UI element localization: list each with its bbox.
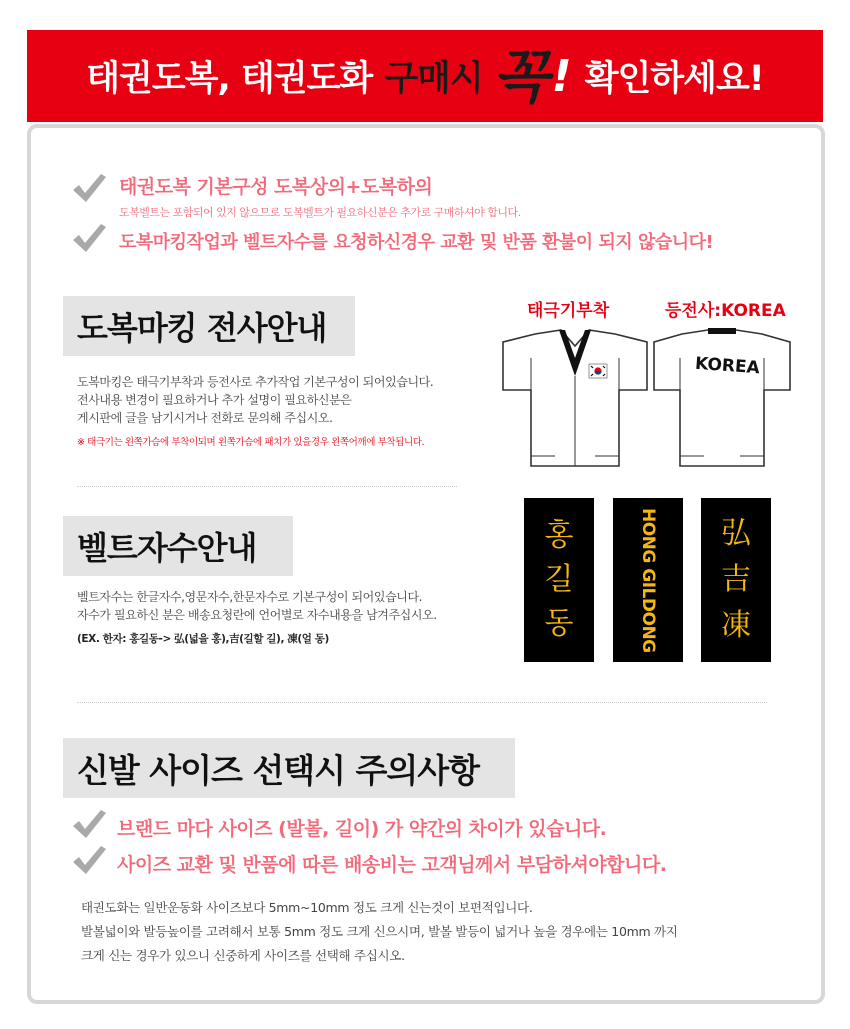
shoes-line: 태권도화는 일반운동화 사이즈보다 5mm~10mm 정도 크게 신는것이 보편적입니다. xyxy=(81,900,533,915)
checklist-item-1-note: 도복벨트는 포함되어 있지 않으므로 도복벨트가 필요하신분은 추가로 구매하셔야 합니다. xyxy=(119,206,521,219)
banner-exclamation: ! xyxy=(551,50,571,102)
uniform-front-illustration xyxy=(501,328,649,470)
divider xyxy=(77,702,767,703)
checkmark-icon xyxy=(71,172,107,204)
shoes-heading: 신발 사이즈 선택시 주의사항 xyxy=(63,738,515,798)
marking-line: 전사내용 변경이 필요하거나 추가 설명이 필요하신분은 xyxy=(77,393,352,407)
banner-title xyxy=(27,30,823,122)
checkmark-icon xyxy=(71,222,107,254)
belt-text: HONG GILDONG xyxy=(638,507,658,653)
marking-description xyxy=(77,373,433,427)
belt-example: (EX. 한자: 홍길동-> 弘(넓을 홍),吉(길할 길), 凍(얼 동) xyxy=(77,633,329,645)
marking-line: 게시판에 글을 남기시거나 전화로 문의해 주십시오. xyxy=(77,411,333,425)
belt-line: 벨트자수는 한글자수,영문자수,한문자수로 기본구성이 되어있습니다. xyxy=(77,590,423,604)
belt-char: 홍 xyxy=(544,518,574,553)
shoes-line: 발볼넓이와 발등높이를 고려해서 보통 5mm 정도 크게 신으시며, 발볼 발등이 넓거나 높을 경우에는 10mm 까지 xyxy=(81,924,678,939)
shoes-description xyxy=(81,896,678,968)
belt-char: 吉 xyxy=(721,562,751,597)
back-label: 등전사:KOREA xyxy=(665,301,786,321)
checkmark-icon xyxy=(71,844,107,876)
uniform-back-illustration xyxy=(652,328,792,470)
back-print-text: KOREA xyxy=(694,353,761,379)
front-label: 태극기부착 xyxy=(527,301,610,321)
notice-card xyxy=(27,124,825,1004)
belt-heading: 벨트자수안내 xyxy=(63,516,293,576)
korean-flag-icon xyxy=(589,364,607,378)
checklist-item-2: 도복마킹작업과 벨트자수를 요청하신경우 교환 및 반품 환불이 되지 않습니다! xyxy=(119,232,714,253)
checklist-item-1: 태권도복 기본구성 도복상의+도복하의 xyxy=(119,176,433,198)
marking-line: 도복마킹은 태극기부착과 등전사로 추가작업 기본구성이 되어있습니다. xyxy=(77,375,434,389)
belt-char: 길 xyxy=(544,562,574,597)
belt-char: 弘 xyxy=(721,516,751,551)
belt-char: 凍 xyxy=(721,608,751,643)
banner-part1: 태권도복, 태권도화 xyxy=(86,59,373,99)
belt-char: 동 xyxy=(544,606,574,641)
belt-sample-english xyxy=(613,498,683,662)
belt-line: 자수가 필요하신 분은 배송요청란에 언어별로 자수내용을 남겨주십시오. xyxy=(77,608,437,622)
marking-note: ※ 태극기는 왼쪽가슴에 부착이되며 왼쪽가슴에 패치가 있을경우 왼쪽어깨에 부착됩니다. xyxy=(77,437,425,448)
shoes-item-1: 브랜드 마다 사이즈 (발볼, 길이) 가 약간의 차이가 있습니다. xyxy=(117,818,607,840)
checkmark-icon xyxy=(71,808,107,840)
marking-heading: 도복마킹 전사안내 xyxy=(63,296,355,356)
belt-description xyxy=(77,588,437,624)
belt-sample-hanja xyxy=(701,498,771,662)
banner-part2: 구매시 xyxy=(384,59,483,99)
shoes-line: 크게 신는 경우가 있으니 신중하게 사이즈를 선택해 주십시오. xyxy=(81,948,405,963)
banner-part3: 확인하세요! xyxy=(584,59,764,99)
divider xyxy=(77,486,457,487)
shoes-item-2: 사이즈 교환 및 반품에 따른 배송비는 고객님께서 부담하셔야합니다. xyxy=(117,854,667,876)
belt-sample-korean xyxy=(524,498,594,662)
top-banner xyxy=(27,30,823,122)
banner-emphasis: 꼭 xyxy=(492,43,548,111)
